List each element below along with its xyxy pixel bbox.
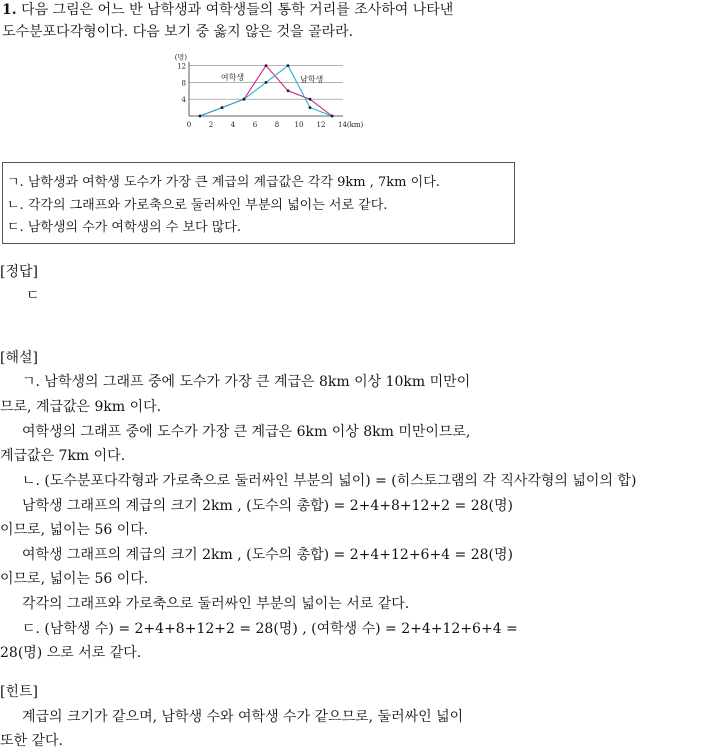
legend-female: 여학생 — [220, 72, 245, 82]
hint-label: [힌트] — [0, 684, 38, 700]
question-text-1: 다음 그림은 어느 반 남학생과 여학생들의 통학 거리를 조사하여 나타낸 — [21, 2, 454, 18]
hint-line: 계급의 크기가 같으며, 남학생 수와 여학생 수가 같으므로, 둘러싸인 넓이 — [22, 709, 464, 725]
hint-line: 또한 같다. — [0, 733, 63, 749]
data-point — [309, 98, 312, 101]
x-unit-label: 14(km) — [338, 121, 364, 129]
explanation-line: ㄴ. (도수분포다각형과 가로축으로 둘러싸인 부분의 넓이) = (히스토그램의 각 직사각형의 넓이의 합) — [22, 473, 637, 489]
explanation-line: 므로, 계급값은 9km 이다. — [0, 399, 162, 415]
explanation-label: [해설] — [0, 350, 38, 366]
chart-labels — [175, 53, 364, 129]
series-line-male — [200, 66, 332, 116]
data-point — [243, 98, 246, 101]
x-tick-label: 0 — [186, 121, 192, 129]
explanation-line: 남학생 그래프의 계급의 크기 2km , (도수의 총합) = 2+4+8+12+2 = 28(명) — [22, 498, 513, 514]
question-text-2: 도수분포다각형이다. 다음 보기 중 옳지 않은 것을 골라라. — [2, 24, 354, 40]
explanation-line: 이므로, 넓이는 56 이다. — [0, 522, 149, 538]
answer-label: [정답] — [0, 264, 38, 280]
explanation-line: ㄱ. 남학생의 그래프 중에 도수가 가장 큰 계급은 8km 이상 10km 미만이 — [22, 374, 471, 390]
x-tick-label: 2 — [208, 121, 214, 129]
y-unit-label: (명) — [174, 53, 187, 62]
x-tick-label: 8 — [274, 121, 280, 129]
data-point — [265, 64, 268, 67]
data-point — [331, 115, 334, 118]
x-tick-label: 6 — [252, 121, 258, 129]
data-point — [265, 81, 268, 84]
explanation-line: 이므로, 넓이는 56 이다. — [0, 571, 149, 587]
answer-value: ㄷ — [26, 288, 40, 304]
choice-1: ㄱ. 남학생과 여학생 도수가 가장 큰 계급의 계급값은 각각 9km , 7km 이다. — [7, 175, 440, 190]
x-tick-label: 4 — [230, 121, 236, 129]
y-tick-label: 12 — [177, 62, 186, 71]
frequency-polygon-chart — [163, 50, 373, 134]
choice-3: ㄷ. 남학생의 수가 여학생의 수 보다 많다. — [7, 220, 241, 235]
explanation-line: 각각의 그래프와 가로축으로 둘러싸인 부분의 넓이는 서로 같다. — [22, 596, 410, 612]
explanation-line: 여학생의 그래프 중에 도수가 가장 큰 계급은 6km 이상 8km 미만이므로, — [22, 424, 471, 440]
question-line-1 — [2, 0, 453, 20]
explanation-line: 계급값은 7km 이다. — [0, 448, 126, 464]
data-point — [199, 115, 202, 118]
legend-male: 남학생 — [300, 74, 324, 84]
data-point — [221, 106, 224, 109]
data-point — [287, 64, 290, 67]
data-point — [287, 89, 290, 92]
explanation-line: 여학생 그래프의 계급의 크기 2km , (도수의 총합) = 2+4+12+6+4 = 28(명) — [22, 547, 513, 563]
y-tick-label: 4 — [181, 96, 186, 105]
choice-2: ㄴ. 각각의 그래프와 가로축으로 둘러싸인 부분의 넓이는 서로 같다. — [7, 198, 388, 213]
explanation-line: ㄷ. (남학생 수) = 2+4+8+12+2 = 28(명) , (여학생 수) = 2+4+12+6+4 = — [22, 621, 518, 637]
choices-box — [2, 162, 515, 244]
y-tick-label: 8 — [181, 79, 186, 88]
explanation-line: 28(명) 으로 서로 같다. — [0, 645, 142, 661]
chart-axes — [189, 62, 343, 116]
x-tick-label: 10 — [294, 121, 304, 129]
x-tick-label: 12 — [316, 121, 326, 129]
data-point — [309, 106, 312, 109]
chart-series — [199, 64, 334, 117]
question-number: 1. — [2, 2, 17, 18]
